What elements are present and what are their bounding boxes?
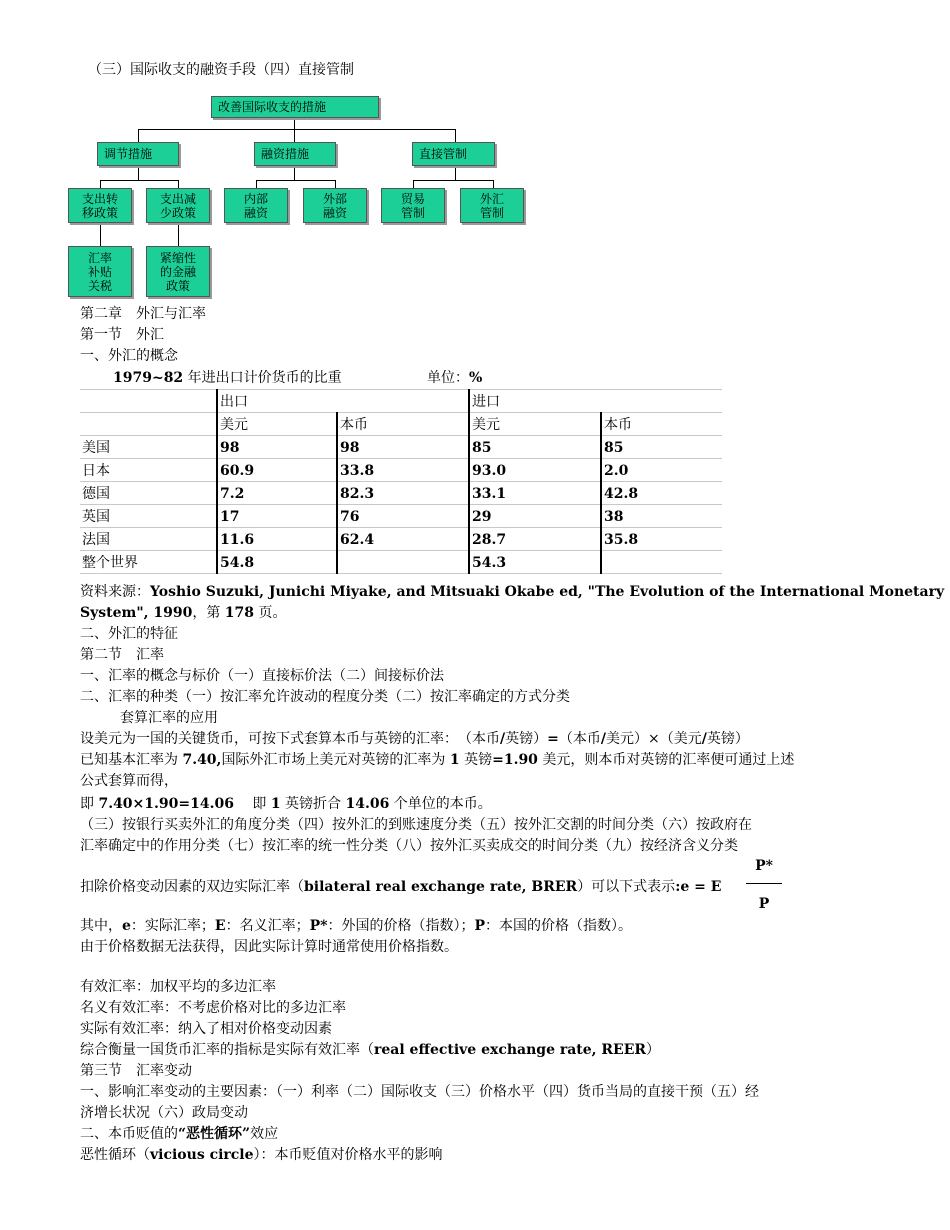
connector-line bbox=[256, 180, 257, 188]
fraction-bar bbox=[746, 883, 782, 884]
chart-root-box: 改善国际收支的措施 bbox=[211, 96, 379, 118]
paragraph-line: 已知基本汇率为 7.40,国际外汇市场上美元对英镑的汇率为 1 英镑=1.90 美元，则本币对英镑的汇率便可通过上述 bbox=[80, 752, 795, 768]
connector-line bbox=[294, 166, 295, 180]
paragraph-line: 恶性循环（vicious circle）：本币贬值对价格水平的影响 bbox=[80, 1147, 443, 1163]
table-cell: 98 bbox=[337, 436, 469, 459]
chart-level2-box: 内部 融资 bbox=[224, 188, 288, 223]
table-subheader: 美元 bbox=[469, 413, 601, 436]
table-cell: 33.8 bbox=[337, 459, 469, 482]
item-heading: 一、汇率的概念与标价（一）直接标价法（二）间接标价法 bbox=[80, 668, 444, 684]
table-cell: 7.2 bbox=[217, 482, 337, 505]
chart-level3-box: 汇率 补贴 关税 bbox=[68, 246, 132, 297]
table-cell: 17 bbox=[217, 505, 337, 528]
table-cell: 98 bbox=[217, 436, 337, 459]
section-title: 第三节 汇率变动 bbox=[80, 1063, 192, 1079]
item-heading: 二、本币贬值的“恶性循环”效应 bbox=[80, 1126, 279, 1142]
table-country: 德国 bbox=[80, 482, 217, 505]
paragraph-line: （三）按银行买卖外汇的角度分类（四）按外汇的到账速度分类（五）按外汇交割的时间分类（六）按政府在 bbox=[80, 817, 752, 833]
table-row bbox=[80, 551, 722, 574]
paragraph-line: 其中，e：实际汇率；E：名义汇率；P*：外国的价格（指数）；P：本国的价格（指数）。 bbox=[80, 918, 632, 934]
table-country: 美国 bbox=[80, 436, 217, 459]
table-cell: 29 bbox=[469, 505, 601, 528]
table-cell: 33.1 bbox=[469, 482, 601, 505]
subheading: 套算汇率的应用 bbox=[120, 710, 218, 726]
paragraph-line: 一、影响汇率变动的主要因素：（一）利率（二）国际收支（三）价格水平（四）货币当局的直接干预（五）经 bbox=[80, 1084, 759, 1100]
table-cell: 54.3 bbox=[469, 551, 601, 574]
connector-line bbox=[100, 180, 101, 188]
connector-line bbox=[138, 129, 456, 130]
table-subheader: 本币 bbox=[337, 413, 469, 436]
paragraph-line: 名义有效汇率：不考虑价格对比的多边汇率 bbox=[80, 1000, 346, 1016]
paragraph-line: 汇率确定中的作用分类（七）按汇率的统一性分类（八）按外汇买卖成交的时间分类（九）按经济含义分类 bbox=[80, 838, 738, 854]
table-row bbox=[80, 436, 722, 459]
paragraph-line: 综合衡量一国货币汇率的指标是实际有效汇率（real effective exchange rate, REER） bbox=[80, 1042, 661, 1058]
table-row bbox=[80, 459, 722, 482]
table-unit: 单位：% bbox=[427, 370, 483, 386]
source-line-1: 资料来源：Yoshio Suzuki, Junichi Miyake, and Mitsuaki Okabe ed, "The Evolution of the International Monetary bbox=[80, 584, 945, 600]
paragraph-line: 设美元为一国的关键货币，可按下式套算本币与英镑的汇率： （本币/英镑）=（本币/美元）×（美元/英镑） bbox=[80, 731, 749, 747]
table-cell: 11.6 bbox=[217, 528, 337, 551]
table-title: 1979~82 年进出口计价货币的比重 bbox=[113, 370, 342, 386]
table-subheader: 美元 bbox=[217, 413, 337, 436]
table-cell: 85 bbox=[601, 436, 722, 459]
table-country: 法国 bbox=[80, 528, 217, 551]
table-row bbox=[80, 482, 722, 505]
connector-line bbox=[294, 129, 295, 142]
table-cell: 76 bbox=[337, 505, 469, 528]
table-cell: 28.7 bbox=[469, 528, 601, 551]
chart-level1-box: 调节措施 bbox=[97, 142, 179, 166]
currency-share-table bbox=[80, 389, 722, 574]
table-country: 整个世界 bbox=[80, 551, 217, 574]
connector-line bbox=[455, 166, 456, 180]
table-group-header: 进口 bbox=[469, 390, 722, 413]
section-heading: （三）国际收支的融资手段（四）直接管制 bbox=[88, 62, 354, 78]
table-cell bbox=[80, 390, 217, 413]
paragraph-line: 济增长状况（六）政局变动 bbox=[80, 1105, 248, 1121]
paragraph-line: 实际有效汇率：纳入了相对价格变动因素 bbox=[80, 1021, 332, 1037]
table-cell: 82.3 bbox=[337, 482, 469, 505]
table-cell: 60.9 bbox=[217, 459, 337, 482]
paragraph-line: 公式套算而得， bbox=[80, 773, 178, 789]
fraction-numerator: P* bbox=[755, 858, 773, 874]
connector-line bbox=[178, 222, 179, 246]
table-subheader-row bbox=[80, 413, 722, 436]
table-cell: 42.8 bbox=[601, 482, 722, 505]
item-heading: 二、外汇的特征 bbox=[80, 626, 178, 642]
chart-level2-box: 外汇 管制 bbox=[460, 188, 524, 223]
connector-line bbox=[256, 180, 335, 181]
connector-line bbox=[413, 180, 414, 188]
source-line-2: System", 1990，第 178 页。 bbox=[80, 605, 287, 621]
chart-level1-box: 融资措施 bbox=[254, 142, 336, 166]
chart-level2-box: 支出减 少政策 bbox=[146, 188, 210, 223]
paragraph-line: 有效汇率：加权平均的多边汇率 bbox=[80, 979, 276, 995]
table-group-header: 出口 bbox=[217, 390, 469, 413]
connector-line bbox=[138, 166, 139, 180]
table-cell bbox=[601, 551, 722, 574]
chart-level2-box: 外部 融资 bbox=[303, 188, 367, 223]
table-cell bbox=[80, 413, 217, 436]
table-cell bbox=[337, 551, 469, 574]
section-title: 第一节 外汇 bbox=[80, 327, 164, 343]
item-heading: 一、外汇的概念 bbox=[80, 348, 178, 364]
table-cell: 38 bbox=[601, 505, 722, 528]
table-subheader: 本币 bbox=[601, 413, 722, 436]
table-row bbox=[80, 505, 722, 528]
table-country: 英国 bbox=[80, 505, 217, 528]
table-cell: 35.8 bbox=[601, 528, 722, 551]
table-country: 日本 bbox=[80, 459, 217, 482]
table-cell: 2.0 bbox=[601, 459, 722, 482]
table-row bbox=[80, 528, 722, 551]
connector-line bbox=[138, 129, 139, 142]
connector-line bbox=[100, 222, 101, 246]
table-cell: 54.8 bbox=[217, 551, 337, 574]
connector-line bbox=[294, 118, 295, 129]
paragraph-line: 即 7.40×1.90=14.06 即 1 英镑折合 14.06 个单位的本币。 bbox=[80, 796, 492, 812]
table-cell: 85 bbox=[469, 436, 601, 459]
connector-line bbox=[335, 180, 336, 188]
table-cell: 62.4 bbox=[337, 528, 469, 551]
connector-line bbox=[100, 180, 178, 181]
paragraph-line: 由于价格数据无法获得，因此实际计算时通常使用价格指数。 bbox=[80, 939, 458, 955]
connector-line bbox=[413, 180, 493, 181]
chart-level3-box: 紧缩性 的金融 政策 bbox=[146, 246, 210, 297]
chart-level2-box: 贸易 管制 bbox=[381, 188, 445, 223]
connector-line bbox=[178, 180, 179, 188]
table-header-row bbox=[80, 390, 722, 413]
item-heading: 二、汇率的种类（一）按汇率允许波动的程度分类（二）按汇率确定的方式分类 bbox=[80, 689, 570, 705]
connector-line bbox=[493, 180, 494, 188]
chart-level2-box: 支出转 移政策 bbox=[68, 188, 132, 223]
fraction-denominator: P bbox=[758, 896, 770, 912]
section-title: 第二节 汇率 bbox=[80, 647, 164, 663]
table-cell: 93.0 bbox=[469, 459, 601, 482]
connector-line bbox=[455, 129, 456, 142]
chapter-title: 第二章 外汇与汇率 bbox=[80, 306, 206, 322]
formula-line: 扣除价格变动因素的双边实际汇率（bilateral real exchange rate, BRER）可以下式表示:e = E bbox=[80, 879, 722, 895]
chart-level1-box: 直接管制 bbox=[412, 142, 495, 166]
